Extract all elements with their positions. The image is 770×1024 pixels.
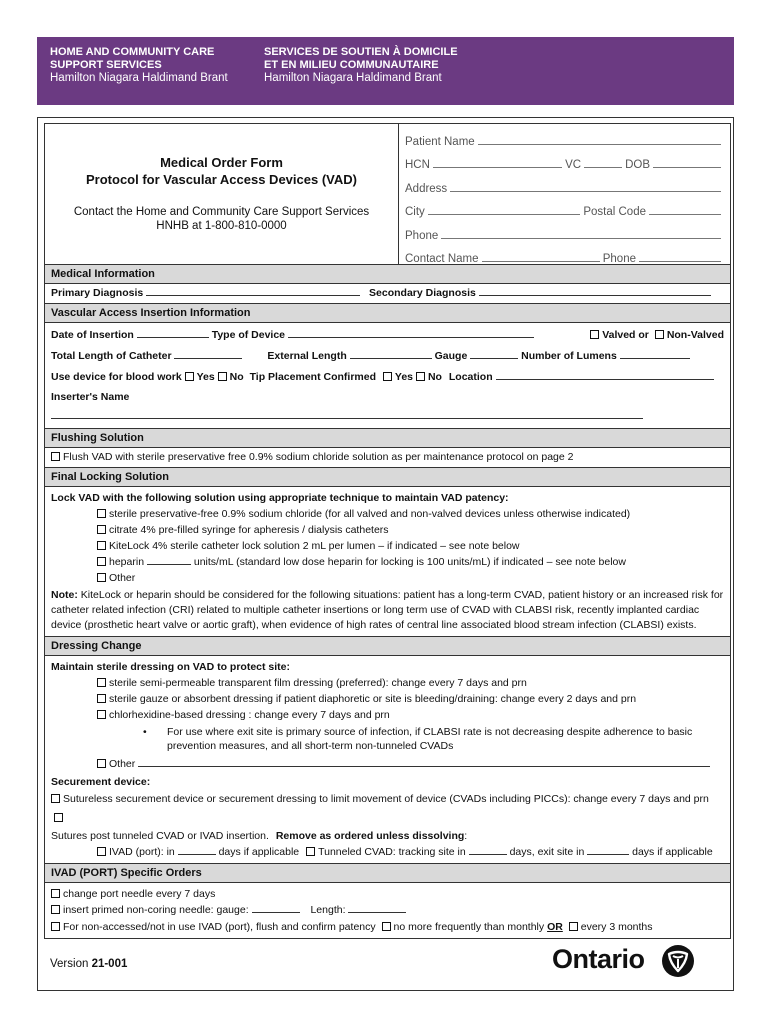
film-dressing-checkbox[interactable] — [97, 678, 106, 687]
insertion-block — [45, 323, 730, 429]
total-length-label: Total Length of Catheter — [51, 350, 172, 362]
hcn-label: HCN — [405, 159, 430, 171]
note-label: Note: — [51, 589, 78, 601]
tip-no-checkbox[interactable] — [416, 372, 425, 381]
sutures-remove-text: Remove as ordered unless dissolving — [275, 830, 465, 842]
chlorhexidine-checkbox[interactable] — [97, 710, 106, 719]
three-months-checkbox[interactable] — [569, 922, 578, 931]
contact-phone-field[interactable] — [639, 261, 721, 262]
inserter-name-label: Inserter's Name — [51, 391, 130, 403]
org-en-line3: Hamilton Niagara Haldimand Brant — [50, 72, 228, 84]
address-row — [405, 174, 724, 198]
needle-length-label: Length: — [310, 904, 346, 916]
kitelock-text: KiteLock 4% sterile catheter lock solution 2 mL per lumen – if indicated – see note below — [109, 540, 520, 552]
note-text: KiteLock or heparin should be considered for the following situations: patient has a long-term CVAD, patient history or an increased risk for catheter related infection (CRI) related to multiple catheter insertions or long term use of CVAD with CLABSI risk, recently implanted cardiac device (prosthetic heart valve or aortic graft), when evidence of high rates of central line associated blood stream infection (CLABSI) exists. — [51, 589, 724, 631]
locking-other-label: Other — [109, 572, 136, 584]
non-valved-checkbox[interactable] — [655, 330, 664, 339]
patient-name-label: Patient Name — [405, 135, 475, 148]
monthly-checkbox[interactable] — [382, 922, 391, 931]
date-of-insertion-field[interactable] — [137, 327, 209, 338]
form-top — [45, 124, 730, 265]
sutures-checkbox[interactable] — [54, 813, 63, 822]
contact-line2: HNHB at 1-800-810-0000 — [156, 220, 287, 232]
bullet-icon — [155, 726, 167, 738]
dob-field[interactable] — [653, 167, 721, 168]
contact-row — [405, 245, 724, 269]
locking-option-kitelock — [51, 538, 724, 554]
form-title: Medical Order Form — [160, 155, 283, 170]
contact-phone-label: Phone — [602, 253, 636, 265]
dressing-block — [45, 656, 730, 864]
dressing-option-gauze — [51, 691, 724, 707]
city-field[interactable] — [428, 214, 581, 215]
locking-block — [45, 487, 730, 637]
org-name-french — [264, 46, 458, 85]
dressing-option-film — [51, 675, 724, 691]
ivad-option-needle-insert — [51, 902, 724, 919]
version-number: 21-001 — [91, 958, 128, 970]
ivad-block — [45, 883, 730, 938]
primary-diagnosis-label: Primary Diagnosis — [51, 287, 144, 299]
org-fr-line2: ET EN MILIEU COMMUNAUTAIRE — [264, 59, 439, 71]
external-length-label: External Length — [267, 350, 347, 362]
form-title-block — [45, 124, 399, 264]
external-length-field[interactable] — [350, 348, 432, 359]
version-text — [50, 958, 127, 970]
securement-option-sutures: Sutures post tunneled CVAD or IVAD insertion. Remove as ordered unless dissolving: — [51, 830, 468, 842]
dressing-option-other — [51, 755, 724, 774]
section-dressing-change: Dressing Change — [45, 637, 730, 656]
blood-work-no-checkbox[interactable] — [218, 372, 227, 381]
version-label: Version — [50, 958, 89, 970]
needle-gauge-field[interactable] — [252, 902, 300, 913]
patient-info-block — [399, 124, 730, 264]
gauge-field[interactable] — [470, 348, 518, 359]
type-of-device-field[interactable] — [288, 327, 534, 338]
non-valved-label: Non-Valved — [666, 329, 724, 341]
city-label: City — [405, 206, 425, 218]
monthly-text: no more frequently than monthly — [393, 921, 545, 933]
contact-name-label: Contact Name — [405, 253, 479, 265]
exit-site-days-text: days if applicable — [632, 846, 713, 858]
phone-field[interactable] — [441, 238, 721, 239]
lumens-label: Number of Lumens — [521, 350, 617, 362]
blood-work-yes-label: Yes — [196, 371, 215, 383]
needle-change-text: change port needle every 7 days — [63, 888, 216, 900]
chlorhexidine-bullet-text: For use where exit site is primary source of infection, if CLABSI rate is not decreasing despite adherence to basic prevention measures, and all short-term non-tunneled CVADs — [167, 726, 693, 752]
tip-no-label: No — [427, 371, 442, 383]
org-fr-line1: SERVICES DE SOUTIEN À DOMICILE — [264, 46, 458, 58]
port-flush-checkbox[interactable] — [51, 922, 60, 931]
section-ivad-orders: IVAD (PORT) Specific Orders — [45, 864, 730, 883]
locking-option-saline — [51, 506, 724, 522]
patient-name-row — [405, 127, 724, 151]
ivad-tunneled-row — [51, 844, 724, 860]
dressing-option-chlorhexidine — [51, 707, 724, 723]
gauze-dressing-text: sterile gauze or absorbent dressing if patient diaphoretic or site is bleeding/draining: change every 2 days and prn — [109, 693, 637, 705]
ivad-port-checkbox[interactable] — [97, 847, 106, 856]
blood-work-no-label: No — [229, 371, 244, 383]
chlorhexidine-bullet — [51, 723, 724, 755]
blood-work-yes-checkbox[interactable] — [185, 372, 194, 381]
tunneled-label: Tunneled CVAD: tracking site in — [318, 846, 466, 858]
location-label: Location — [448, 371, 493, 383]
gauze-dressing-checkbox[interactable] — [97, 694, 106, 703]
heparin-units-field[interactable] — [147, 554, 191, 565]
chlorhexidine-text: chlorhexidine-based dressing : change every 7 days and prn — [109, 709, 390, 721]
lumens-field[interactable] — [620, 348, 690, 359]
phone-label: Phone — [405, 229, 439, 242]
needle-insert-text: insert primed non-coring needle: gauge: — [63, 904, 249, 916]
form-subtitle: Protocol for Vascular Access Devices (VAD) — [86, 172, 357, 187]
phone-row — [405, 221, 724, 245]
contact-name-field[interactable] — [482, 261, 600, 262]
vc-label: VC — [565, 159, 582, 171]
dressing-lead: Maintain sterile dressing on VAD to protect site: — [51, 661, 291, 673]
three-months-text: every 3 months — [580, 921, 653, 933]
needle-change-checkbox[interactable] — [51, 889, 60, 898]
ivad-days-text: days if applicable — [218, 846, 300, 858]
insertion-line4 — [51, 388, 724, 426]
flush-checkbox[interactable] — [51, 452, 60, 461]
section-insertion-information: Vascular Access Insertion Information — [45, 304, 730, 323]
sutureless-text: Sutureless securement device or securement dressing to limit movement of device (CVADs including PICCs): change every 7 days and prn — [63, 793, 709, 805]
citrate-text: citrate 4% pre-filled syringe for apheresis / dialysis catheters — [109, 524, 389, 536]
citrate-checkbox[interactable] — [97, 525, 106, 534]
tip-yes-checkbox[interactable] — [383, 372, 392, 381]
section-flushing-solution: Flushing Solution — [45, 429, 730, 448]
medical-order-form — [44, 123, 731, 939]
needle-length-field[interactable] — [348, 902, 406, 913]
hcn-row — [405, 151, 724, 175]
dressing-other-field[interactable] — [138, 756, 710, 767]
ivad-option-flush — [51, 919, 724, 936]
locking-note — [51, 588, 724, 633]
ivad-port-label: IVAD (port): in — [109, 846, 175, 858]
sutures-text: Sutures post tunneled CVAD or IVAD insertion. — [51, 830, 269, 842]
date-of-insertion-label: Date of Insertion — [51, 329, 134, 341]
address-field[interactable] — [450, 191, 721, 192]
secondary-diagnosis-field[interactable] — [479, 285, 711, 296]
flush-option-text: Flush VAD with sterile preservative free 0.9% sodium chloride solution as per maintenance protocol on page 2 — [63, 451, 574, 463]
heparin-checkbox[interactable] — [97, 557, 106, 566]
insertion-line3 — [51, 367, 724, 388]
locking-option-citrate — [51, 522, 724, 538]
diagnosis-row — [45, 284, 730, 304]
address-label: Address — [405, 182, 448, 195]
valved-label: Valved or — [602, 329, 649, 341]
securement-label: Securement device: — [51, 776, 151, 788]
dressing-other-checkbox[interactable] — [97, 759, 106, 768]
securement-option-sutureless — [51, 790, 724, 828]
ivad-days-field[interactable] — [178, 844, 216, 855]
or-label: OR — [547, 921, 563, 933]
blood-work-label: Use device for blood work — [51, 371, 182, 383]
gauge-label: Gauge — [434, 350, 468, 362]
needle-insert-checkbox[interactable] — [51, 905, 60, 914]
section-final-locking-solution: Final Locking Solution — [45, 468, 730, 487]
locking-lead: Lock VAD with the following solution using appropriate technique to maintain VAD patency: — [51, 492, 509, 504]
ivad-option-needle-change — [51, 886, 724, 902]
postal-code-label: Postal Code — [583, 206, 646, 218]
port-flush-text: For non-accessed/not in use IVAD (port), flush and confirm patency — [63, 921, 376, 933]
org-en-line1: HOME AND COMMUNITY CARE — [50, 46, 215, 58]
org-name-english — [50, 46, 228, 85]
header-banner — [37, 37, 734, 105]
locking-option-heparin — [51, 554, 724, 570]
primary-diagnosis-field[interactable] — [146, 285, 360, 296]
film-dressing-text: sterile semi-permeable transparent film dressing (preferred): change every 7 days and prn — [109, 677, 527, 689]
saline-checkbox[interactable] — [97, 509, 106, 518]
vc-field[interactable] — [584, 167, 622, 168]
section-medical-information: Medical Information — [45, 265, 730, 284]
tracking-days-field[interactable] — [469, 844, 507, 855]
dressing-other-label: Other — [109, 758, 136, 770]
tip-yes-label: Yes — [394, 371, 414, 383]
insertion-line1 — [51, 325, 724, 346]
heparin-label: heparin — [109, 556, 145, 568]
postal-code-field[interactable] — [649, 214, 721, 215]
locking-other-checkbox[interactable] — [97, 573, 106, 582]
flushing-row — [45, 448, 730, 468]
dob-label: DOB — [625, 159, 650, 171]
contact-line1: Contact the Home and Community Care Support Services — [73, 206, 370, 218]
trillium-logo-icon — [661, 944, 695, 978]
org-fr-line3: Hamilton Niagara Haldimand Brant — [264, 72, 442, 84]
kitelock-checkbox[interactable] — [97, 541, 106, 550]
saline-text: sterile preservative-free 0.9% sodium chloride (for all valved and non-valved devices unless otherwise indicated) — [109, 508, 631, 520]
exit-site-label: days, exit site in — [509, 846, 585, 858]
exit-site-days-field[interactable] — [587, 844, 629, 855]
patient-name-field[interactable] — [478, 144, 721, 145]
tip-placement-label: Tip Placement Confirmed — [249, 371, 376, 383]
hcn-field[interactable] — [433, 167, 562, 168]
locking-option-other — [51, 570, 724, 586]
heparin-text: units/mL (standard low dose heparin for locking is 100 units/mL) if indicated – see note below — [193, 556, 626, 568]
insertion-line2 — [51, 346, 724, 367]
type-of-device-label: Type of Device — [211, 329, 286, 341]
org-en-line2: SUPPORT SERVICES — [50, 59, 162, 71]
secondary-diagnosis-label: Secondary Diagnosis — [369, 287, 476, 299]
tunneled-checkbox[interactable] — [306, 847, 315, 856]
location-field[interactable] — [496, 369, 714, 380]
inserter-name-field[interactable] — [51, 408, 643, 419]
total-length-field[interactable] — [174, 348, 242, 359]
ontario-logo-text: Ontario — [552, 944, 645, 974]
sutureless-checkbox[interactable] — [51, 794, 60, 803]
city-row — [405, 198, 724, 222]
valved-checkbox[interactable] — [590, 330, 599, 339]
